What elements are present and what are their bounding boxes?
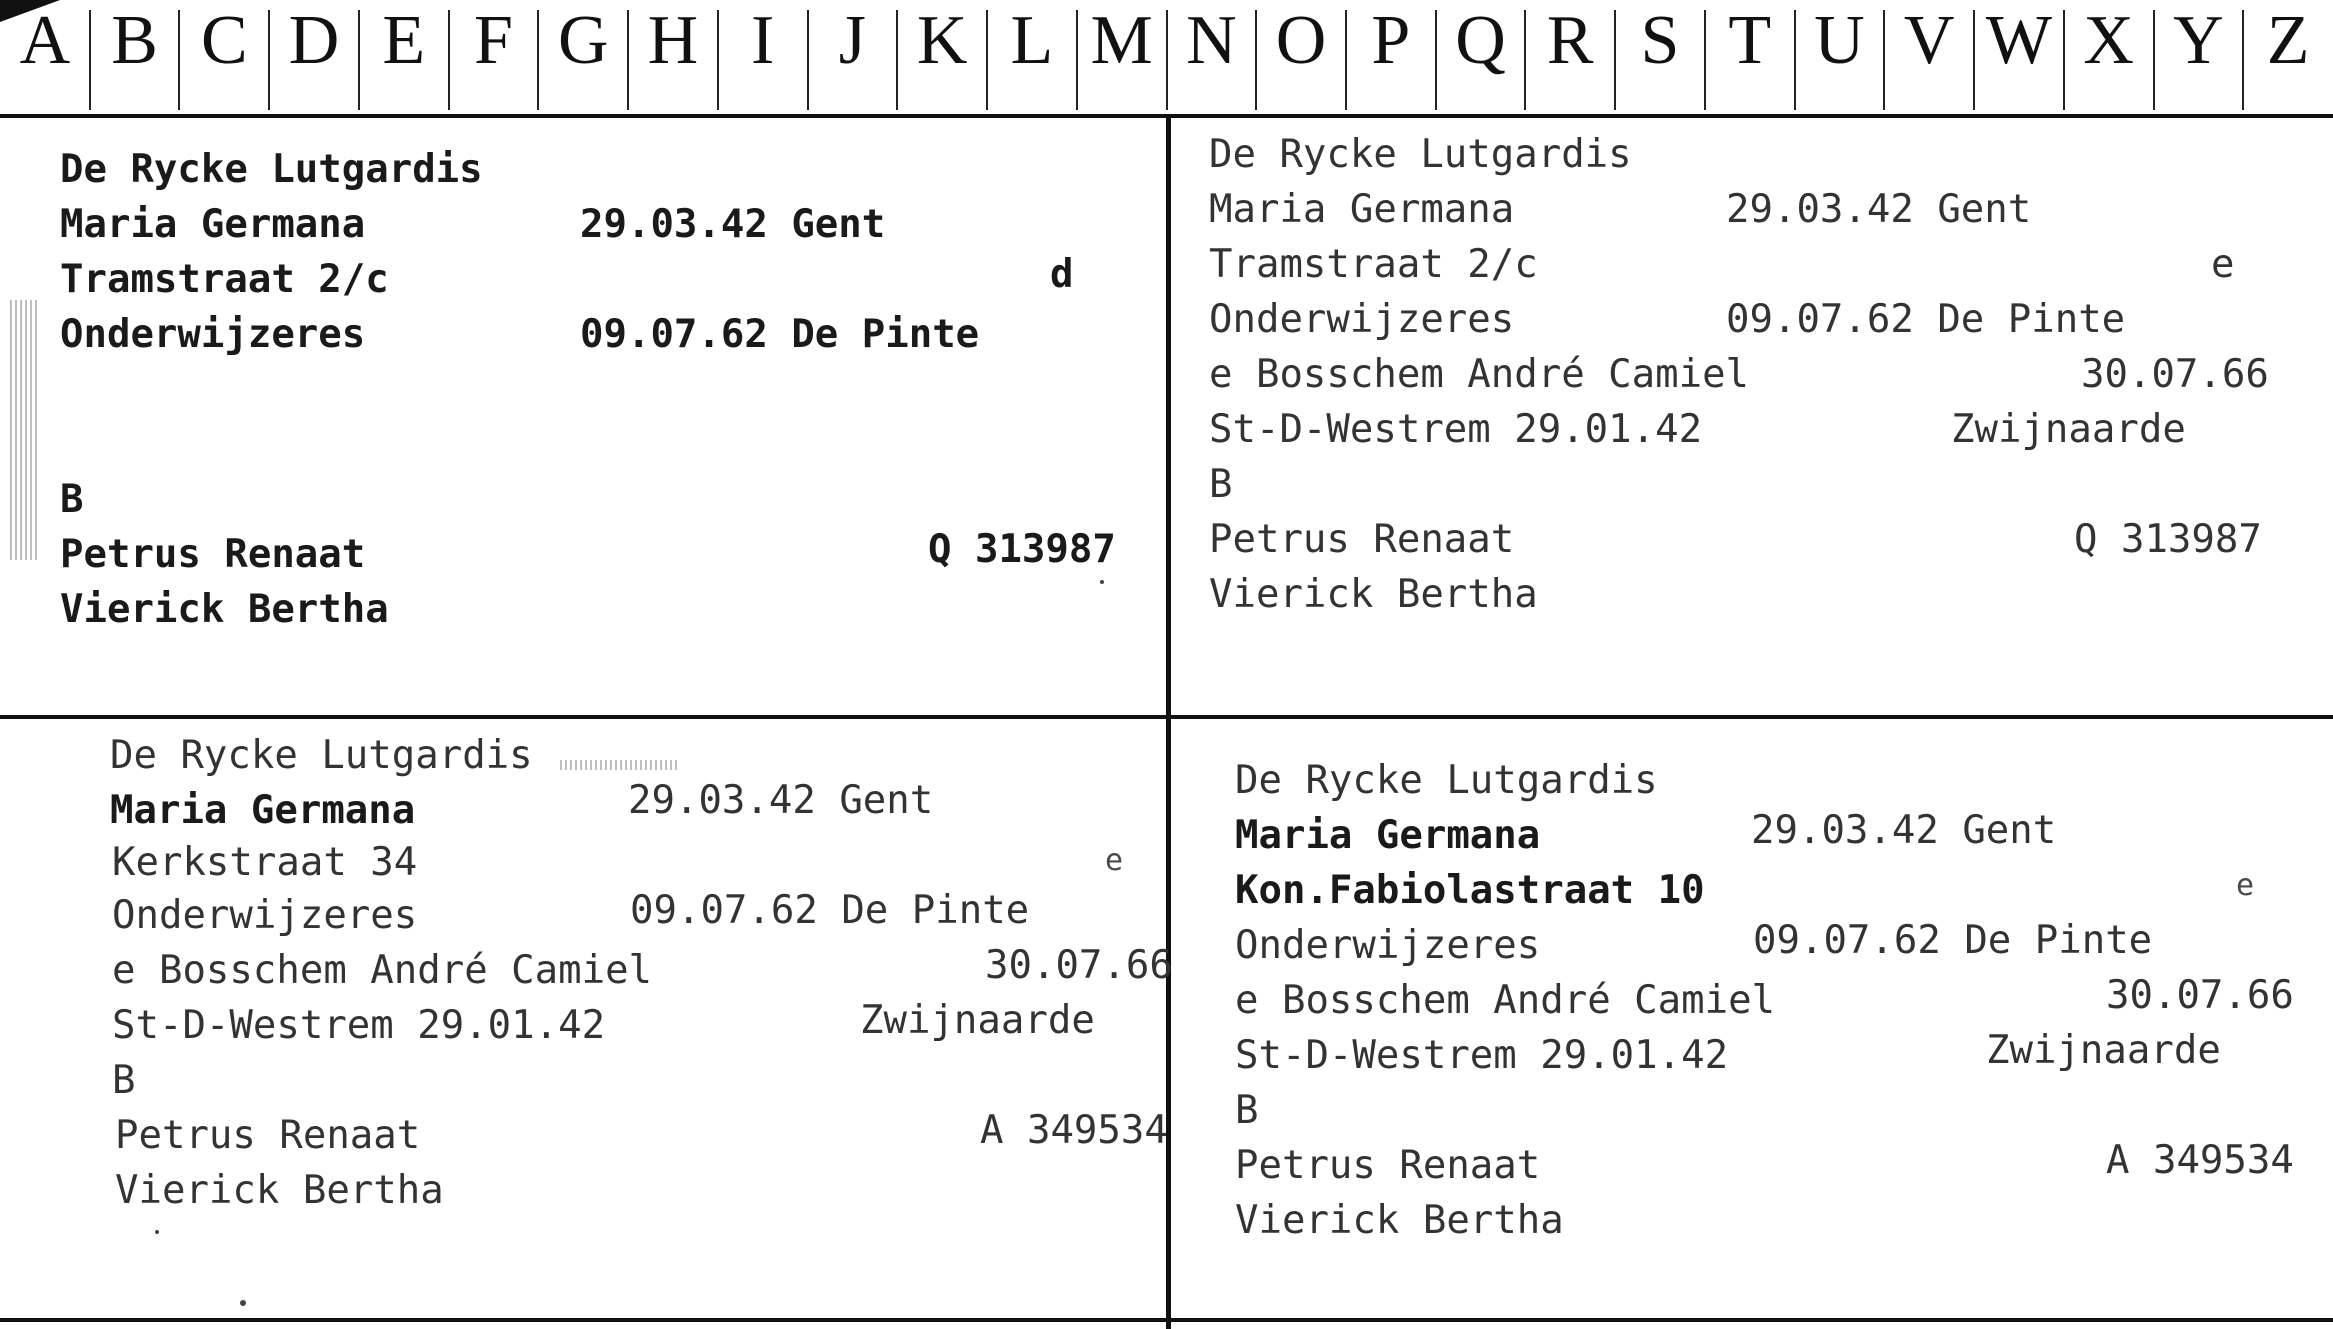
card-marriage: 09.07.62 De Pinte	[1726, 297, 2126, 342]
card-nationality: B	[1209, 462, 1233, 507]
card-status-mark: e	[2211, 242, 2235, 287]
card-mother: Vierick Bertha	[1235, 1198, 1564, 1243]
scan-speck	[240, 1300, 246, 1306]
index-letter-x: X	[2083, 2, 2134, 79]
card-spouse: e Bosschem André Camiel	[112, 948, 653, 993]
index-separator	[2153, 10, 2155, 110]
index-letter-m: M	[1090, 2, 1153, 79]
card-mother: Vierick Bertha	[60, 587, 389, 632]
index-separator	[2063, 10, 2065, 110]
index-letter-h: H	[647, 2, 699, 79]
card-status-mark: e	[1105, 843, 1124, 878]
card-father: Petrus Renaat	[60, 532, 366, 577]
card-mother: Vierick Bertha	[1209, 572, 1538, 617]
index-separator	[1345, 10, 1347, 110]
index-letter-t: T	[1728, 2, 1772, 79]
index-separator	[1166, 10, 1168, 110]
card-top-right	[1171, 118, 2333, 715]
index-separator	[268, 10, 270, 110]
card-mother: Vierick Bertha	[115, 1168, 444, 1213]
card-surname: De Rycke Lutgardis	[60, 147, 483, 192]
index-letter-s: S	[1640, 2, 1680, 79]
card-birth: 29.03.42 Gent	[628, 778, 934, 823]
index-letter-u: U	[1814, 2, 1865, 79]
index-separator	[1524, 10, 1526, 110]
card-birth: 29.03.42 Gent	[1726, 187, 2032, 232]
card-surname: De Rycke Lutgardis	[1209, 132, 1632, 177]
index-letter-j: J	[838, 2, 867, 79]
card-divider-horizontal-bottom	[0, 1318, 2333, 1322]
card-surname: De Rycke Lutgardis	[1235, 758, 1658, 803]
card-spouse: e Bosschem André Camiel	[1209, 352, 1750, 397]
index-letter-a: A	[19, 2, 71, 79]
scan-smudge	[560, 760, 680, 770]
card-spouse-place: Zwijnaarde	[860, 998, 1095, 1043]
card-spouse-place: Zwijnaarde	[1986, 1028, 2221, 1073]
card-status-mark: d	[1050, 252, 1074, 297]
card-nationality: B	[1235, 1088, 1259, 1133]
index-separator	[896, 10, 898, 110]
index-separator	[1883, 10, 1885, 110]
index-separator	[986, 10, 988, 110]
card-father: Petrus Renaat	[1235, 1143, 1541, 1188]
index-separator	[1435, 10, 1437, 110]
card-marriage: 09.07.62 De Pinte	[580, 312, 980, 357]
index-separator	[1973, 10, 1975, 110]
index-separator	[717, 10, 719, 110]
card-spouse-place: Zwijnaarde	[1951, 407, 2186, 452]
card-spouse: e Bosschem André Camiel	[1235, 978, 1776, 1023]
index-letter-d: D	[288, 2, 340, 79]
scan-speck	[155, 1230, 159, 1234]
index-letter-g: G	[557, 2, 609, 79]
index-separator	[358, 10, 360, 110]
card-marriage: 09.07.62 De Pinte	[1753, 918, 2153, 963]
card-nationality: B	[60, 477, 84, 522]
card-spouse-birth: St-D-Westrem 29.01.42	[112, 1003, 606, 1048]
index-letter-p: P	[1371, 2, 1411, 79]
index-separator	[89, 10, 91, 110]
card-given-names: Maria Germana	[60, 202, 366, 247]
card-spouse-birth: St-D-Westrem 29.01.42	[1235, 1033, 1729, 1078]
card-address: Kon.Fabiolastraat 10	[1235, 868, 1705, 913]
card-nationality: B	[112, 1058, 136, 1103]
card-address: Tramstraat 2/c	[1209, 242, 1538, 287]
index-separator	[537, 10, 539, 110]
index-letter-b: B	[111, 2, 158, 79]
card-marriage: 09.07.62 De Pinte	[630, 888, 1030, 933]
index-letter-k: K	[916, 2, 968, 79]
scan-speck	[1100, 580, 1104, 584]
card-birth: 29.03.42 Gent	[1751, 808, 2057, 853]
card-top-left	[0, 118, 1166, 715]
card-father: Petrus Renaat	[1209, 517, 1515, 562]
card-given-names: Maria Germana	[1235, 813, 1541, 858]
index-letter-y: Y	[2173, 2, 2224, 79]
scan-smudge	[10, 300, 40, 560]
index-separator	[448, 10, 450, 110]
card-occupation: Onderwijzeres	[60, 312, 366, 357]
index-letter-l: L	[1010, 2, 1054, 79]
card-address: Tramstraat 2/c	[60, 257, 389, 302]
index-separator	[1704, 10, 1706, 110]
index-separator	[807, 10, 809, 110]
card-id-number: A 349534	[2106, 1138, 2294, 1183]
card-father: Petrus Renaat	[115, 1113, 421, 1158]
index-letter-w: W	[1985, 2, 2052, 79]
card-address: Kerkstraat 34	[112, 840, 418, 885]
index-letter-r: R	[1546, 2, 1594, 79]
card-id-number: Q 313987	[928, 527, 1116, 572]
card-id-number: Q 313987	[2074, 517, 2262, 562]
index-letter-n: N	[1186, 2, 1237, 79]
index-separator	[2242, 10, 2244, 110]
card-birth: 29.03.42 Gent	[580, 202, 886, 247]
card-spouse-date: 30.07.66	[985, 943, 1173, 988]
card-surname: De Rycke Lutgardis	[110, 733, 533, 778]
card-spouse-date: 30.07.66	[2081, 352, 2269, 397]
index-letter-f: F	[474, 2, 513, 79]
alphabet-index-strip	[0, 0, 2333, 118]
card-occupation: Onderwijzeres	[112, 893, 418, 938]
card-spouse-birth: St-D-Westrem 29.01.42	[1209, 407, 1703, 452]
index-letter-q: Q	[1455, 2, 1506, 79]
card-bottom-right	[1171, 719, 2333, 1318]
card-id-number: A 349534	[980, 1108, 1168, 1153]
index-letter-c: C	[200, 2, 248, 79]
card-spouse-date: 30.07.66	[2106, 973, 2294, 1018]
index-letter-e: E	[382, 2, 426, 79]
card-given-names: Maria Germana	[1209, 187, 1515, 232]
index-separator	[1794, 10, 1796, 110]
index-separator	[1255, 10, 1257, 110]
index-letter-z: Z	[2266, 2, 2310, 79]
card-occupation: Onderwijzeres	[1235, 923, 1541, 968]
index-letter-v: V	[1903, 2, 1955, 79]
index-letter-o: O	[1275, 2, 1327, 79]
card-given-names: Maria Germana	[110, 788, 416, 833]
index-separator	[178, 10, 180, 110]
card-occupation: Onderwijzeres	[1209, 297, 1515, 342]
card-status-mark: e	[2236, 868, 2255, 903]
index-separator	[1614, 10, 1616, 110]
card-bottom-left	[0, 719, 1173, 1318]
index-letter-i: I	[751, 2, 775, 79]
index-separator	[1076, 10, 1078, 110]
index-separator	[627, 10, 629, 110]
